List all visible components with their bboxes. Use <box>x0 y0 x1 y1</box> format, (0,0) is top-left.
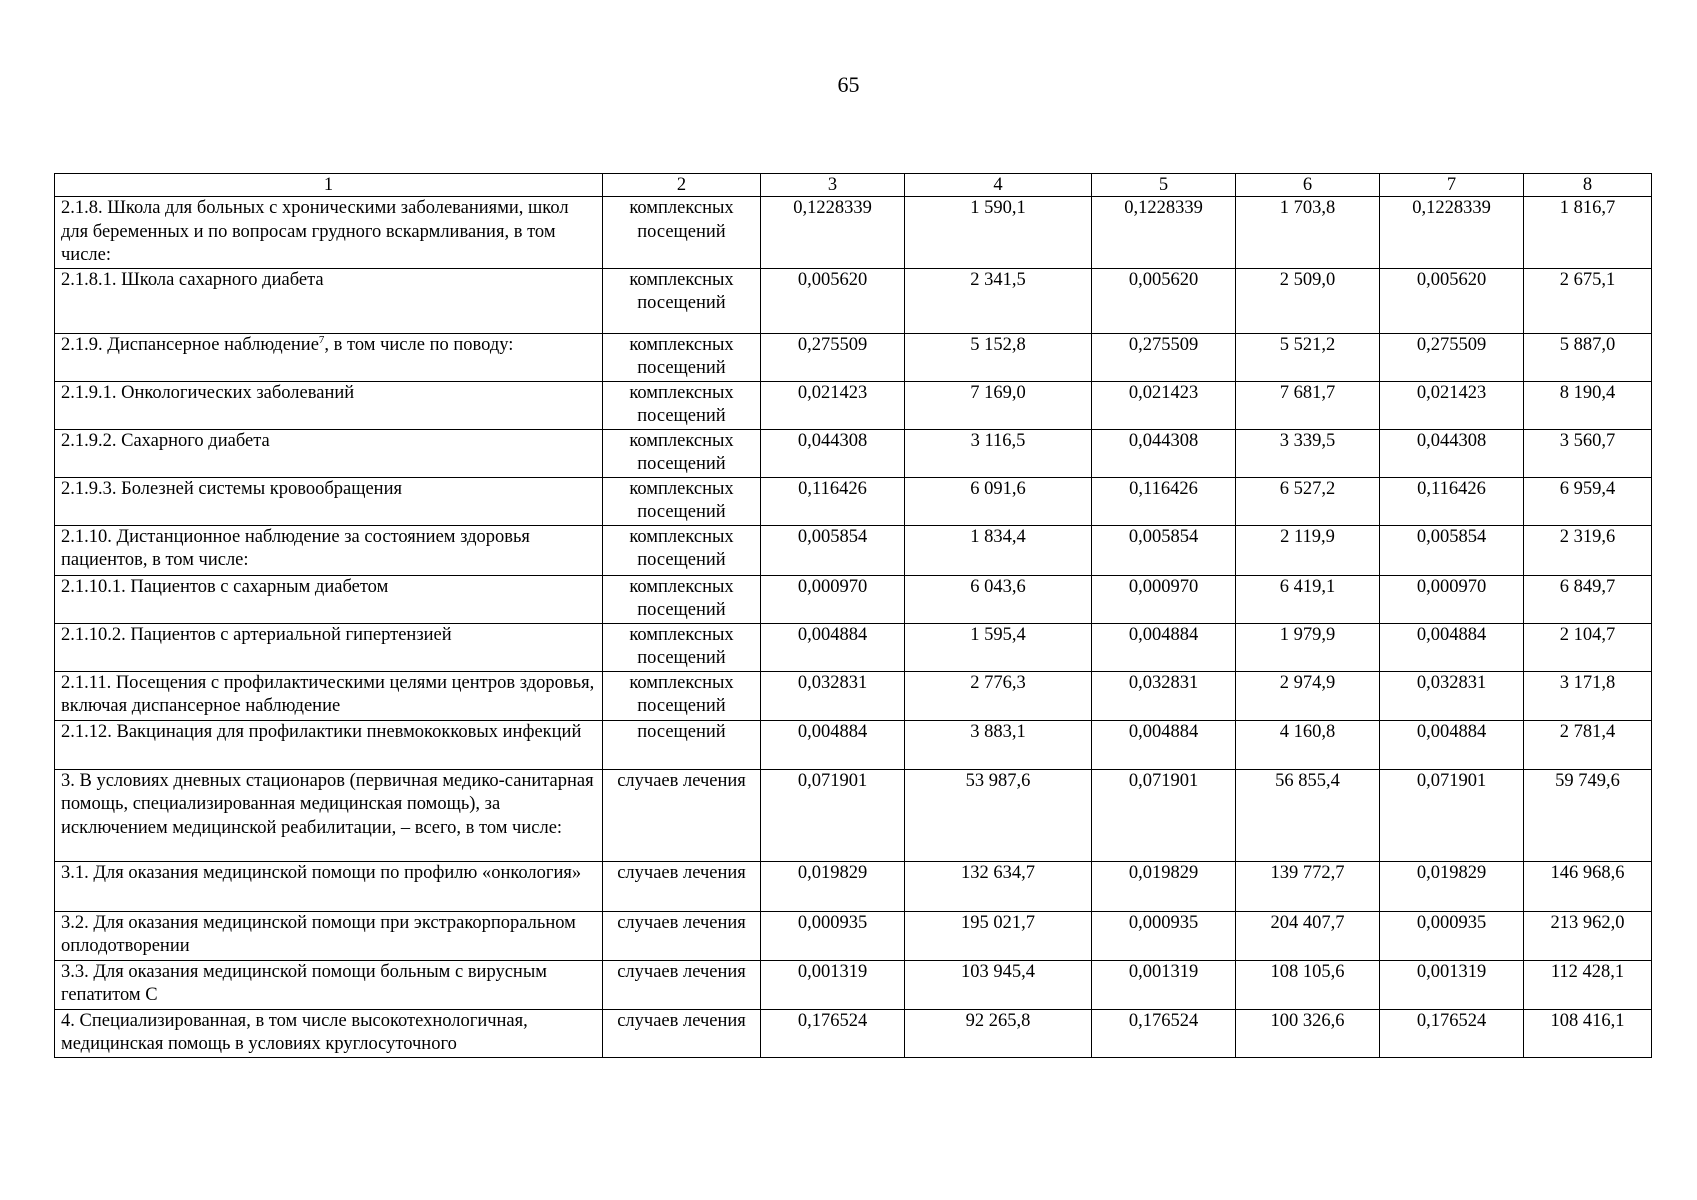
value-cell-col4: 6 043,6 <box>905 575 1092 623</box>
value-cell-col4: 53 987,6 <box>905 769 1092 861</box>
value-cell-col6: 3 339,5 <box>1236 429 1380 477</box>
table-row <box>55 720 1652 769</box>
column-header-6: 6 <box>1236 174 1380 197</box>
value-cell-col6: 2 119,9 <box>1236 525 1380 575</box>
value-cell-col7: 0,000935 <box>1380 911 1524 960</box>
value-cell-col8: 3 171,8 <box>1524 671 1652 720</box>
row-name: 2.1.11. Посещения с профилактическими целями центров здоровья, включая диспансерное наблюдение <box>61 672 595 716</box>
value-cell-col5: 0,044308 <box>1092 429 1236 477</box>
value-cell-col7: 0,071901 <box>1380 769 1524 861</box>
value-cell-col7: 0,004884 <box>1380 720 1524 769</box>
value-cell-col4: 1 595,4 <box>905 623 1092 671</box>
value-cell-col4: 195 021,7 <box>905 911 1092 960</box>
page-number: 65 <box>837 72 860 97</box>
value-cell-col8: 112 428,1 <box>1524 960 1652 1009</box>
value-cell-col3: 0,275509 <box>761 333 905 381</box>
table-row <box>55 623 1652 671</box>
value-cell-col8: 213 962,0 <box>1524 911 1652 960</box>
value-cell-col3: 0,004884 <box>761 720 905 769</box>
value-cell-col8: 108 416,1 <box>1524 1009 1652 1057</box>
value-cell-col6: 2 974,9 <box>1236 671 1380 720</box>
value-cell-col7: 0,1228339 <box>1380 197 1524 269</box>
value-cell-col4: 1 834,4 <box>905 525 1092 575</box>
table-row <box>55 477 1652 525</box>
value-cell-col6: 1 979,9 <box>1236 623 1380 671</box>
value-cell-col8: 5 887,0 <box>1524 333 1652 381</box>
value-cell-col3: 0,005854 <box>761 525 905 575</box>
column-header-4: 4 <box>905 174 1092 197</box>
value-cell-col4: 132 634,7 <box>905 861 1092 911</box>
value-cell-col3: 0,019829 <box>761 861 905 911</box>
value-cell-col5: 0,004884 <box>1092 623 1236 671</box>
row-unit-cell: комплексных посещений <box>603 268 761 333</box>
value-cell-col5: 0,004884 <box>1092 720 1236 769</box>
value-cell-col3: 0,176524 <box>761 1009 905 1057</box>
value-cell-col6: 1 703,8 <box>1236 197 1380 269</box>
value-cell-col8: 2 104,7 <box>1524 623 1652 671</box>
value-cell-col4: 92 265,8 <box>905 1009 1092 1057</box>
value-cell-col5: 0,001319 <box>1092 960 1236 1009</box>
row-name-cell <box>55 911 603 960</box>
table-row <box>55 671 1652 720</box>
row-unit-cell: случаев лечения <box>603 861 761 911</box>
value-cell-col4: 103 945,4 <box>905 960 1092 1009</box>
value-cell-col4: 5 152,8 <box>905 333 1092 381</box>
row-unit-cell: комплексных посещений <box>603 429 761 477</box>
value-cell-col5: 0,1228339 <box>1092 197 1236 269</box>
row-name: 2.1.8. Школа для больных с хроническими заболеваниями, школ для беременных и по вопросам грудного вскармливания, в том числе: <box>61 198 569 265</box>
row-unit-cell: случаев лечения <box>603 1009 761 1057</box>
table-row <box>55 429 1652 477</box>
value-cell-col6: 7 681,7 <box>1236 381 1380 429</box>
column-header-3: 3 <box>761 174 905 197</box>
table-row <box>55 575 1652 623</box>
table-row <box>55 769 1652 861</box>
row-name-cell <box>55 477 603 525</box>
row-name-cell <box>55 671 603 720</box>
value-cell-col6: 6 419,1 <box>1236 575 1380 623</box>
value-cell-col5: 0,021423 <box>1092 381 1236 429</box>
table-row <box>55 1009 1652 1057</box>
value-cell-col4: 1 590,1 <box>905 197 1092 269</box>
value-cell-col4: 2 341,5 <box>905 268 1092 333</box>
table-row <box>55 525 1652 575</box>
value-cell-col7: 0,000970 <box>1380 575 1524 623</box>
row-name: 3.2. Для оказания медицинской помощи при экстракорпоральном оплодотворении <box>61 912 576 956</box>
row-unit-cell: случаев лечения <box>603 769 761 861</box>
value-cell-col8: 3 560,7 <box>1524 429 1652 477</box>
value-cell-col3: 0,032831 <box>761 671 905 720</box>
value-cell-col5: 0,005620 <box>1092 268 1236 333</box>
column-header-1: 1 <box>55 174 603 197</box>
value-cell-col5: 0,116426 <box>1092 477 1236 525</box>
value-cell-col3: 0,001319 <box>761 960 905 1009</box>
value-cell-col6: 56 855,4 <box>1236 769 1380 861</box>
row-unit-cell: комплексных посещений <box>603 671 761 720</box>
row-name-cell <box>55 575 603 623</box>
row-name: 2.1.9.2. Сахарного диабета <box>61 430 270 451</box>
value-cell-col5: 0,032831 <box>1092 671 1236 720</box>
row-name: 2.1.10.1. Пациентов с сахарным диабетом <box>61 576 389 597</box>
value-cell-col7: 0,005620 <box>1380 268 1524 333</box>
table-row <box>55 333 1652 381</box>
data-table <box>54 173 1652 1058</box>
table-row <box>55 911 1652 960</box>
row-name: 2.1.12. Вакцинация для профилактики пневмококковых инфекций <box>61 721 582 742</box>
row-name-cell <box>55 197 603 269</box>
row-name: 2.1.10.2. Пациентов с артериальной гипертензией <box>61 624 452 645</box>
value-cell-col4: 6 091,6 <box>905 477 1092 525</box>
value-cell-col4: 3 116,5 <box>905 429 1092 477</box>
row-unit-cell: комплексных посещений <box>603 575 761 623</box>
row-name-cell <box>55 623 603 671</box>
value-cell-col5: 0,000970 <box>1092 575 1236 623</box>
value-cell-col4: 3 883,1 <box>905 720 1092 769</box>
row-unit-cell: комплексных посещений <box>603 197 761 269</box>
value-cell-col4: 2 776,3 <box>905 671 1092 720</box>
row-name: 2.1.8.1. Школа сахарного диабета <box>61 269 324 290</box>
value-cell-col5: 0,005854 <box>1092 525 1236 575</box>
value-cell-col7: 0,032831 <box>1380 671 1524 720</box>
row-name: 3. В условиях дневных стационаров (первичная медико-санитарная помощь, специализированная медицинская помощь), за исключением медицинской реабилитации, – всего, в том числе: <box>61 770 594 838</box>
value-cell-col7: 0,021423 <box>1380 381 1524 429</box>
row-name-cell <box>55 333 603 381</box>
value-cell-col5: 0,275509 <box>1092 333 1236 381</box>
value-cell-col4: 7 169,0 <box>905 381 1092 429</box>
table-row <box>55 960 1652 1009</box>
row-unit-cell: комплексных посещений <box>603 477 761 525</box>
value-cell-col7: 0,004884 <box>1380 623 1524 671</box>
row-name-cell <box>55 268 603 333</box>
row-name-cell <box>55 960 603 1009</box>
row-unit-cell: случаев лечения <box>603 960 761 1009</box>
row-name: 2.1.9.1. Онкологических заболеваний <box>61 382 355 403</box>
row-unit-cell: комплексных посещений <box>603 623 761 671</box>
value-cell-col6: 5 521,2 <box>1236 333 1380 381</box>
row-name: 2.1.10. Дистанционное наблюдение за состоянием здоровья пациентов, в том числе: <box>61 526 530 570</box>
row-name-cell <box>55 769 603 861</box>
value-cell-col3: 0,000970 <box>761 575 905 623</box>
table-row <box>55 197 1652 269</box>
value-cell-col3: 0,071901 <box>761 769 905 861</box>
value-cell-col5: 0,019829 <box>1092 861 1236 911</box>
header-row <box>55 174 1652 197</box>
value-cell-col7: 0,001319 <box>1380 960 1524 1009</box>
value-cell-col8: 146 968,6 <box>1524 861 1652 911</box>
value-cell-col8: 6 849,7 <box>1524 575 1652 623</box>
row-name: 3.3. Для оказания медицинской помощи больным с вирусным гепатитом С <box>61 961 547 1005</box>
table-row <box>55 381 1652 429</box>
value-cell-col6: 4 160,8 <box>1236 720 1380 769</box>
value-cell-col3: 0,004884 <box>761 623 905 671</box>
column-header-2: 2 <box>603 174 761 197</box>
value-cell-col6: 204 407,7 <box>1236 911 1380 960</box>
value-cell-col3: 0,116426 <box>761 477 905 525</box>
value-cell-col8: 2 319,6 <box>1524 525 1652 575</box>
table-row <box>55 861 1652 911</box>
value-cell-col5: 0,000935 <box>1092 911 1236 960</box>
table-body <box>55 197 1652 1058</box>
value-cell-col6: 100 326,6 <box>1236 1009 1380 1057</box>
value-cell-col7: 0,176524 <box>1380 1009 1524 1057</box>
value-cell-col3: 0,1228339 <box>761 197 905 269</box>
value-cell-col6: 2 509,0 <box>1236 268 1380 333</box>
row-name-cell <box>55 861 603 911</box>
row-unit-cell: посещений <box>603 720 761 769</box>
row-name-cell <box>55 381 603 429</box>
value-cell-col8: 59 749,6 <box>1524 769 1652 861</box>
row-name: 2.1.9.3. Болезней системы кровообращения <box>61 478 402 499</box>
value-cell-col8: 2 675,1 <box>1524 268 1652 333</box>
value-cell-col3: 0,005620 <box>761 268 905 333</box>
value-cell-col7: 0,275509 <box>1380 333 1524 381</box>
value-cell-col8: 1 816,7 <box>1524 197 1652 269</box>
value-cell-col5: 0,176524 <box>1092 1009 1236 1057</box>
row-unit-cell: случаев лечения <box>603 911 761 960</box>
row-name-cell <box>55 429 603 477</box>
value-cell-col3: 0,000935 <box>761 911 905 960</box>
value-cell-col6: 108 105,6 <box>1236 960 1380 1009</box>
column-header-5: 5 <box>1092 174 1236 197</box>
row-name-suffix: , в том числе по поводу: <box>324 334 514 355</box>
row-name-cell <box>55 1009 603 1057</box>
table-row <box>55 268 1652 333</box>
row-name: 4. Специализированная, в том числе высокотехнологичная, медицинская помощь в условиях круглосуточного <box>61 1010 528 1054</box>
value-cell-col7: 0,019829 <box>1380 861 1524 911</box>
value-cell-col7: 0,116426 <box>1380 477 1524 525</box>
row-name-cell <box>55 525 603 575</box>
row-unit-cell: комплексных посещений <box>603 525 761 575</box>
value-cell-col3: 0,021423 <box>761 381 905 429</box>
footnote-mark: 7 <box>318 333 325 346</box>
value-cell-col7: 0,044308 <box>1380 429 1524 477</box>
row-name: 2.1.9. Диспансерное наблюдение <box>61 334 319 355</box>
value-cell-col3: 0,044308 <box>761 429 905 477</box>
row-name-cell <box>55 720 603 769</box>
value-cell-col8: 2 781,4 <box>1524 720 1652 769</box>
value-cell-col6: 6 527,2 <box>1236 477 1380 525</box>
value-cell-col5: 0,071901 <box>1092 769 1236 861</box>
value-cell-col7: 0,005854 <box>1380 525 1524 575</box>
value-cell-col6: 139 772,7 <box>1236 861 1380 911</box>
value-cell-col8: 6 959,4 <box>1524 477 1652 525</box>
row-name: 3.1. Для оказания медицинской помощи по профилю «онкология» <box>61 862 582 883</box>
row-unit-cell: комплексных посещений <box>603 333 761 381</box>
column-header-7: 7 <box>1380 174 1524 197</box>
row-unit-cell: комплексных посещений <box>603 381 761 429</box>
column-header-8: 8 <box>1524 174 1652 197</box>
value-cell-col8: 8 190,4 <box>1524 381 1652 429</box>
